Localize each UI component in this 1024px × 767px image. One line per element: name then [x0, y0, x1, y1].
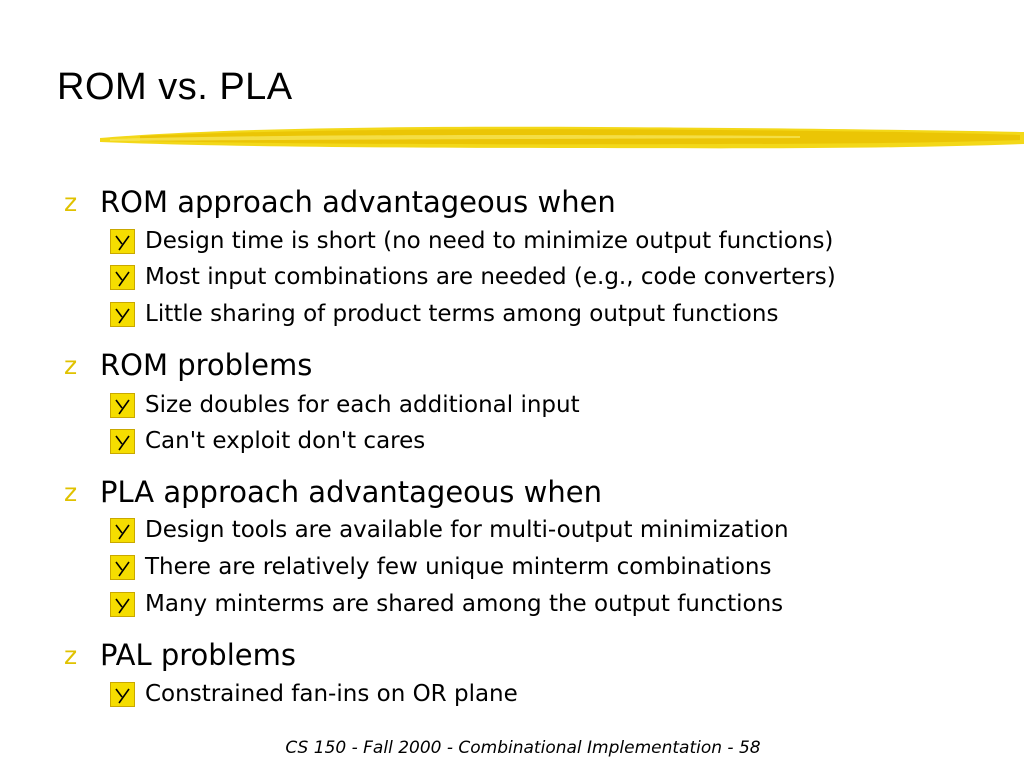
z-bullet-icon: z	[64, 187, 78, 217]
check-box-icon	[110, 429, 135, 454]
list-item-text: Most input combinations are needed (e.g., code converters)	[145, 264, 836, 290]
slide-title: ROM vs. PLA	[57, 66, 293, 108]
list-item-text: There are relatively few unique minterm combinations	[145, 554, 772, 580]
list-item	[110, 428, 425, 454]
z-bullet-icon: z	[64, 640, 78, 670]
slide-footer: CS 150 - Fall 2000 - Combinational Implementation - 58	[285, 738, 761, 758]
section-heading-text: PLA approach advantageous when	[100, 475, 602, 509]
list-item	[110, 392, 580, 418]
list-item	[110, 301, 778, 327]
section-heading	[64, 348, 312, 382]
check-box-icon	[110, 555, 135, 580]
check-box-icon	[110, 518, 135, 543]
list-item	[110, 591, 783, 617]
list-item-text: Little sharing of product terms among output functions	[145, 301, 779, 327]
check-box-icon	[110, 592, 135, 617]
list-item-text: Design tools are available for multi-output minimization	[145, 517, 789, 543]
list-item	[110, 681, 518, 707]
z-bullet-icon: z	[64, 477, 78, 507]
check-box-icon	[110, 265, 135, 290]
section-heading	[64, 185, 616, 219]
list-item	[110, 554, 771, 580]
list-item-text: Size doubles for each additional input	[145, 392, 580, 418]
list-item-text: Constrained fan-ins on OR plane	[145, 681, 518, 707]
list-item	[110, 517, 789, 543]
list-item-text: Many minterms are shared among the output functions	[145, 591, 784, 617]
section-heading-text: ROM problems	[100, 348, 313, 382]
section-heading-text: ROM approach advantageous when	[100, 185, 616, 219]
list-item-text: Can't exploit don't cares	[145, 428, 426, 454]
check-box-icon	[110, 682, 135, 707]
section-heading	[64, 638, 296, 672]
check-box-icon	[110, 229, 135, 254]
list-item	[110, 264, 836, 290]
list-item-text: Design time is short (no need to minimize output functions)	[145, 228, 834, 254]
check-box-icon	[110, 393, 135, 418]
z-bullet-icon: z	[64, 350, 78, 380]
section-heading	[64, 475, 602, 509]
check-box-icon	[110, 302, 135, 327]
section-heading-text: PAL problems	[100, 638, 296, 672]
list-item	[110, 228, 833, 254]
